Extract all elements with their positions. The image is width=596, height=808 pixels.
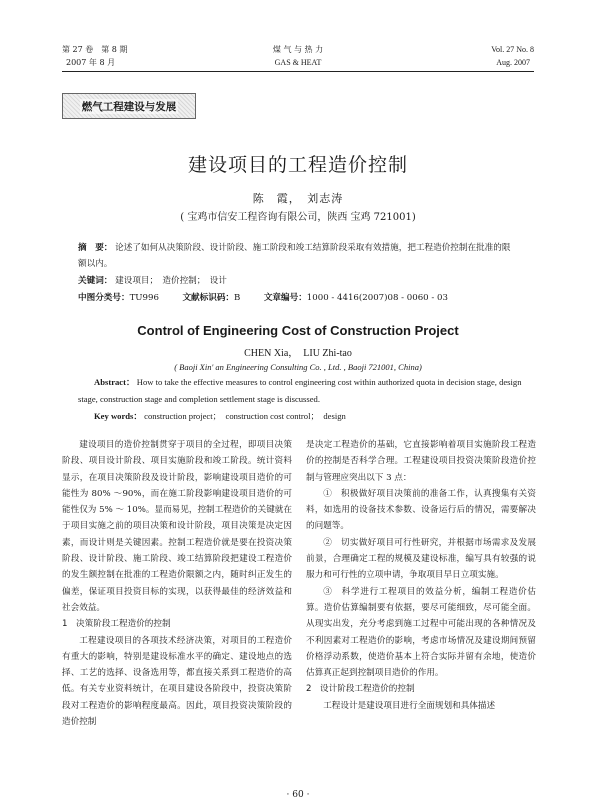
keywords-en-text: construction project； construction cost control； design (144, 411, 346, 421)
affiliation-en: ( Baoji Xin' an Engineering Consulting Co. , Ltd. , Baoji 721001, China) (174, 362, 422, 372)
body-paragraph: 工程设计是建设项目进行全面规划和具体描述 (323, 700, 496, 711)
authors-cn: 陈 霞， 刘志涛 (252, 192, 344, 205)
abstract-cn-label: 摘 要： (78, 243, 113, 253)
section-heading: 1 决策阶段工程造价的控制 (62, 619, 171, 630)
keywords-cn-text: 建设项目； 造价控制； 设计 (115, 276, 227, 286)
body-paragraph: ③ 科学进行工程项目的效益分析，编制工程造价估算。造价估算编制要有依据，要尽可能细致，尽可能全面。从现实出发，充分考虑到施工过程中可能出现的各种情况及不利因素对工程造价的影响，考虑市场情况及建设期间预留价格浮动系数，使造价基本上符合实际并留有余地，使造价估算真正起到控制项目造价的作用。 (306, 586, 536, 679)
meta-cn (78, 290, 448, 306)
header-date-cn: 2007 年 8 月 (66, 58, 116, 67)
header-journal-cn: 煤 气 与 热 力 (272, 45, 324, 54)
authors-en: CHEN Xia， LIU Zhi-tao (244, 348, 352, 359)
title-en: Control of Engineering Cost of Construction Project (137, 323, 459, 338)
page-number: · 60 · (286, 790, 310, 800)
affiliation-cn: ( 宝鸡市信安工程咨询有限公司，陕西 宝鸡 721001) (180, 212, 416, 223)
article-id-value: 1000 - 4416(2007)08 - 0060 - 03 (306, 293, 448, 303)
header-volume-en: Vol. 27 No. 8 (491, 45, 534, 54)
doc-code-value: B (234, 293, 241, 303)
title-cn: 建设项目的工程造价控制 (187, 154, 408, 176)
abstract-en (78, 374, 528, 407)
keywords-cn (78, 273, 227, 289)
abstract-en-text: How to take the effective measures to control engineering cost within authorized quota in decision stage, design stage, construction stage and completion settlement stage is discussed. (78, 377, 522, 404)
keywords-en-label: Key words： (94, 411, 142, 421)
abstract-cn (78, 240, 518, 272)
body-paragraph: 建设项目的造价控制贯穿于项目的全过程，即项目决策阶段、项目设计阶段、项目实施阶段和竣工阶段。统计资料显示，在项目决策阶段及设计阶段，影响建设项目造价的可能性为 80% ～90%，而在施工阶段影响建设项目造价的可能性仅为 5% ～ 10%。显而易见，控制工程造价的关键就在于项目实施之前的项目决策和设计阶段，项目决策是决定因素，而设计则是关键因素。控制工程造价就是要在投资决策阶段、设计阶段、施工阶段、竣工结算阶段把建设工程造价的发生额控制在批准的工程造价限额之内，随时纠正发生的偏差，保证项目投资目标的实现，以获得最佳的经济效益和社会效益。 (62, 440, 292, 613)
body-paragraph: ② 切实做好项目可行性研究，并根据市场需求及发展前景，合理确定工程的规模及建设标准，编写具有较强的说服力和可行性的立项申请，争取项目早日立项实施。 (306, 537, 536, 581)
header-volume-cn: 第 27 卷 第 8 期 (62, 45, 128, 54)
section-label-box (62, 93, 196, 119)
body-left-column (62, 437, 292, 730)
body-paragraph: 工程建设项目的各项技术经济决策，对项目的工程造价有重大的影响，特别是建设标准水平的确定、建设地点的选择、工艺的选择、设备选用等，都直接关系到工程造价的高低。有关专业资料统计，在项目建设各阶段中，投资决策阶段对工程造价的影响程度最高。因此，项目投资决策阶段的造价控制 (62, 635, 292, 728)
body-right-column (306, 437, 536, 714)
keywords-cn-label: 关键词： (78, 276, 113, 286)
header-date-en: Aug. 2007 (496, 58, 530, 67)
clc-label: 中图分类号： (78, 293, 130, 303)
abstract-en-label: Abstract： (94, 377, 135, 387)
section-label: 燃气工程建设与发展 (81, 100, 177, 113)
article-id-label: 文章编号： (263, 293, 307, 303)
header-journal-en: GAS & HEAT (274, 58, 322, 67)
abstract-cn-text: 论述了如何从决策阶段、设计阶段、施工阶段和竣工结算阶段采取有效措施，把工程造价控制在批准的限额以内。 (78, 243, 511, 269)
body-paragraph: 是决定工程造价的基础，它直接影响着项目实施阶段工程造价的控制是否科学合理。工程建设项目投资决策阶段造价控制与管理应突出以下 3 点： (306, 440, 536, 483)
keywords-en (94, 408, 346, 424)
doc-code-label: 文献标识码： (182, 293, 235, 303)
clc-value: TU996 (129, 293, 159, 303)
header-rule (62, 71, 534, 72)
body-paragraph: ① 积极做好项目决策前的准备工作，认真搜集有关资料，如选用的设备技术参数、设备运行后的情况，需要解决的问题等。 (306, 488, 536, 532)
section-heading: 2 设计阶段工程造价的控制 (306, 684, 415, 695)
